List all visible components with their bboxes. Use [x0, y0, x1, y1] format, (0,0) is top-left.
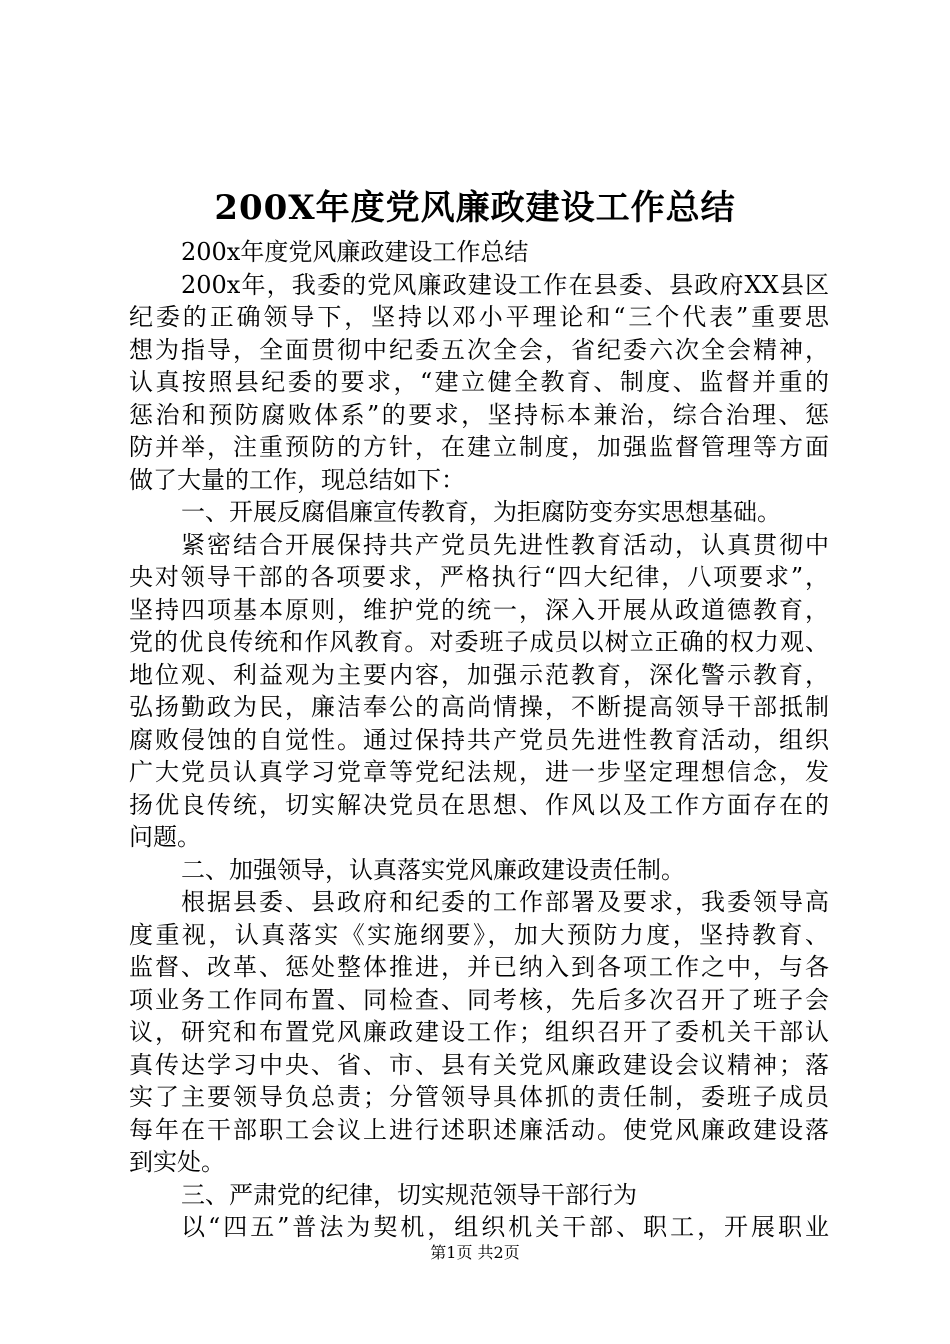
text-line: 监督、改革、惩处整体推进，并已纳入到各项工作之中，与各: [129, 953, 829, 981]
text-line: 做了大量的工作，现总结如下：: [129, 465, 465, 494]
text-line: 200x年，我委的党风廉政建设工作在县委、县政府XX县区: [181, 270, 829, 299]
text-line: 弘扬勤政为民，廉洁奉公的高尚情操，不断提高领导干部抵制: [129, 693, 829, 721]
text-line: 真传达学习中央、省、市、县有关党风廉政建设会议精神；落: [129, 1050, 829, 1079]
text-line: 项业务工作同布置、同检查、同考核，先后多次召开了班子会: [129, 985, 829, 1014]
text-line: 一、开展反腐倡廉宣传教育，为拒腐防变夯实思想基础。: [181, 498, 781, 526]
text-line: 议，研究和布置党风廉政建设工作；组织召开了委机关干部认: [129, 1018, 829, 1046]
document-title: 200X年度党风廉政建设工作总结: [214, 188, 736, 228]
text-line: 纪委的正确领导下，坚持以邓小平理论和“三个代表”重要思: [129, 303, 829, 331]
text-line: 到实处。: [129, 1148, 225, 1176]
text-line: 二、加强领导，认真落实党风廉政建设责任制。: [181, 855, 685, 884]
text-line: 认真按照县纪委的要求，“建立健全教育、制度、监督并重的: [129, 368, 829, 396]
text-line: 广大党员认真学习党章等党纪法规，进一步坚定理想信念，发: [129, 758, 829, 786]
text-line: 实了主要领导负总责；分管领导具体抓的责任制，委班子成员: [129, 1083, 829, 1111]
text-line: 三、严肃党的纪律，切实规范领导干部行为: [181, 1180, 637, 1209]
text-line: 党的优良传统和作风教育。对委班子成员以树立正确的权力观、: [129, 628, 829, 656]
text-line: 每年在干部职工会议上进行述职述廉活动。使党风廉政建设落: [129, 1115, 829, 1144]
text-line: 扬优良传统，切实解决党员在思想、作风以及工作方面存在的: [129, 790, 829, 819]
text-line: 地位观、利益观为主要内容，加强示范教育，深化警示教育，: [129, 660, 829, 689]
text-line: 央对领导干部的各项要求，严格执行“四大纪律，八项要求”，: [129, 563, 829, 591]
text-line: 惩治和预防腐败体系”的要求，坚持标本兼治，综合治理、惩: [129, 400, 829, 429]
text-line: 紧密结合开展保持共产党员先进性教育活动，认真贯彻中: [181, 530, 829, 559]
text-line: 防并举，注重预防的方针，在建立制度，加强监督管理等方面: [129, 433, 829, 461]
text-line: 坚持四项基本原则，维护党的统一，深入开展从政道德教育，: [129, 595, 829, 624]
page-footer: 第1页 共2页: [430, 1243, 520, 1262]
text-line: 以“四五”普法为契机，组织机关干部、职工，开展职业: [181, 1213, 829, 1241]
text-line: 想为指导，全面贯彻中纪委五次全会，省纪委六次全会精神，: [129, 335, 829, 364]
text-line: 度重视，认真落实《实施纲要》，加大预防力度，坚持教育、: [129, 920, 829, 949]
text-line: 根据县委、县政府和纪委的工作部署及要求，我委领导高: [181, 888, 829, 916]
text-line: 200x年度党风廉政建设工作总结: [181, 238, 529, 266]
document-body: [129, 236, 829, 1244]
text-line: 腐败侵蚀的自觉性。通过保持共产党员先进性教育活动，组织: [129, 725, 829, 754]
text-line: 问题。: [129, 823, 201, 851]
